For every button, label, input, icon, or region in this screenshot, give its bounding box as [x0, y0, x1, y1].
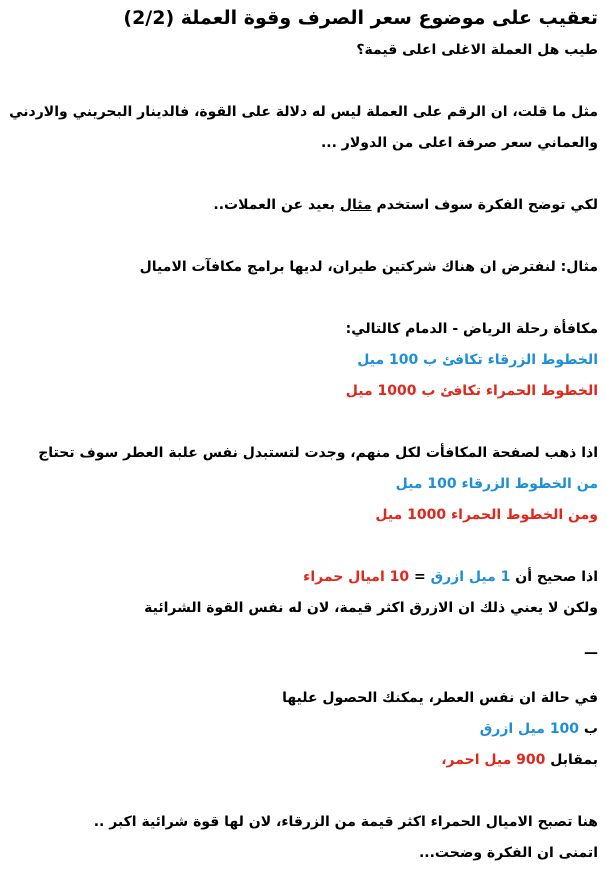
paragraph-1-line-2: والعماني سعر صرفة اعلى من الدولار ... — [320, 135, 598, 151]
paragraph-2 — [8, 190, 598, 221]
paragraph-2-after: بعيد عن العملات.. — [213, 197, 340, 213]
equation-red: 10 اميال حمراء — [303, 569, 410, 585]
paragraph-4-line-1: اذا ذهب لصفحة المكافأت لكل منهم، وجدت لتستبدل نفس علبة العطر سوف تحتاج — [38, 445, 598, 461]
question-line: طيب هل العملة الاغلى اعلى قيمة؟ — [356, 42, 598, 58]
paragraph-6: في حالة ان نفس العطر، يمكنك الحصول عليها — [282, 690, 598, 706]
paragraph-2-before: لكي توضح الفكرة سوف استخدم — [371, 197, 598, 213]
paragraph-6-red-line — [8, 745, 598, 776]
spacer — [8, 221, 598, 252]
paragraph-7: هنا تصبح الاميال الحمراء اكثر قيمة من الزرقاء، لان لها قوة شرائية اكبر .. — [93, 814, 598, 830]
blue-reward-line: الخطوط الزرقاء تكافئ ب 100 ميل — [357, 352, 598, 368]
document-body — [8, 0, 598, 869]
equation-blue: 1 ميل ازرق — [430, 569, 511, 585]
spacer — [8, 159, 598, 190]
paragraph-6-blue-line — [8, 714, 598, 745]
spacer — [8, 283, 598, 314]
paragraph-6-blue-prefix: ب — [579, 721, 598, 737]
paragraph-4-red: ومن الخطوط الحمراء 1000 ميل — [375, 507, 598, 523]
paragraph-3: مثال: لنفترض ان هناك شركتين طيران، لديها برامج مكافآت الاميال — [139, 259, 598, 275]
equation-line — [8, 562, 598, 593]
paragraph-1-line-1: مثل ما قلت، ان الرقم على العملة ليس له دلالة على القوة، فالدينار البحريني والاردني — [9, 104, 598, 120]
paragraph-8: اتمنى ان الفكرة وضحت... — [418, 845, 598, 861]
spacer — [8, 776, 598, 807]
paragraph-6-blue: 100 ميل ازرق — [479, 721, 580, 737]
equation-prefix: اذا صحيح أن — [510, 569, 598, 585]
reward-heading: مكافأة رحلة الرياض - الدمام كالتالي: — [345, 321, 598, 337]
equation-sign: = — [409, 569, 431, 585]
paragraph-4-blue: من الخطوط الزرقاء 100 ميل — [395, 476, 598, 492]
paragraph-2-underlined: مثال — [339, 197, 372, 213]
red-reward-line: الخطوط الحمراء تكافئ ب 1000 ميل — [345, 383, 598, 399]
paragraph-6-red-num: 900 — [516, 752, 546, 768]
spacer — [8, 407, 598, 438]
paragraph-6-red-prefix: بمقابل — [545, 752, 598, 768]
paragraph-5: ولكن لا يعني ذلك ان الازرق اكثر قيمة، لان له نفس القوة الشرائية — [144, 600, 598, 616]
spacer — [8, 66, 598, 97]
spacer — [8, 531, 598, 562]
paragraph-6-red-suffix: ميل احمر، — [441, 752, 517, 768]
separator-dash: — — [584, 645, 598, 661]
document-title: تعقيب على موضوع سعر الصرف وقوة العملة (2/2) — [123, 7, 598, 29]
